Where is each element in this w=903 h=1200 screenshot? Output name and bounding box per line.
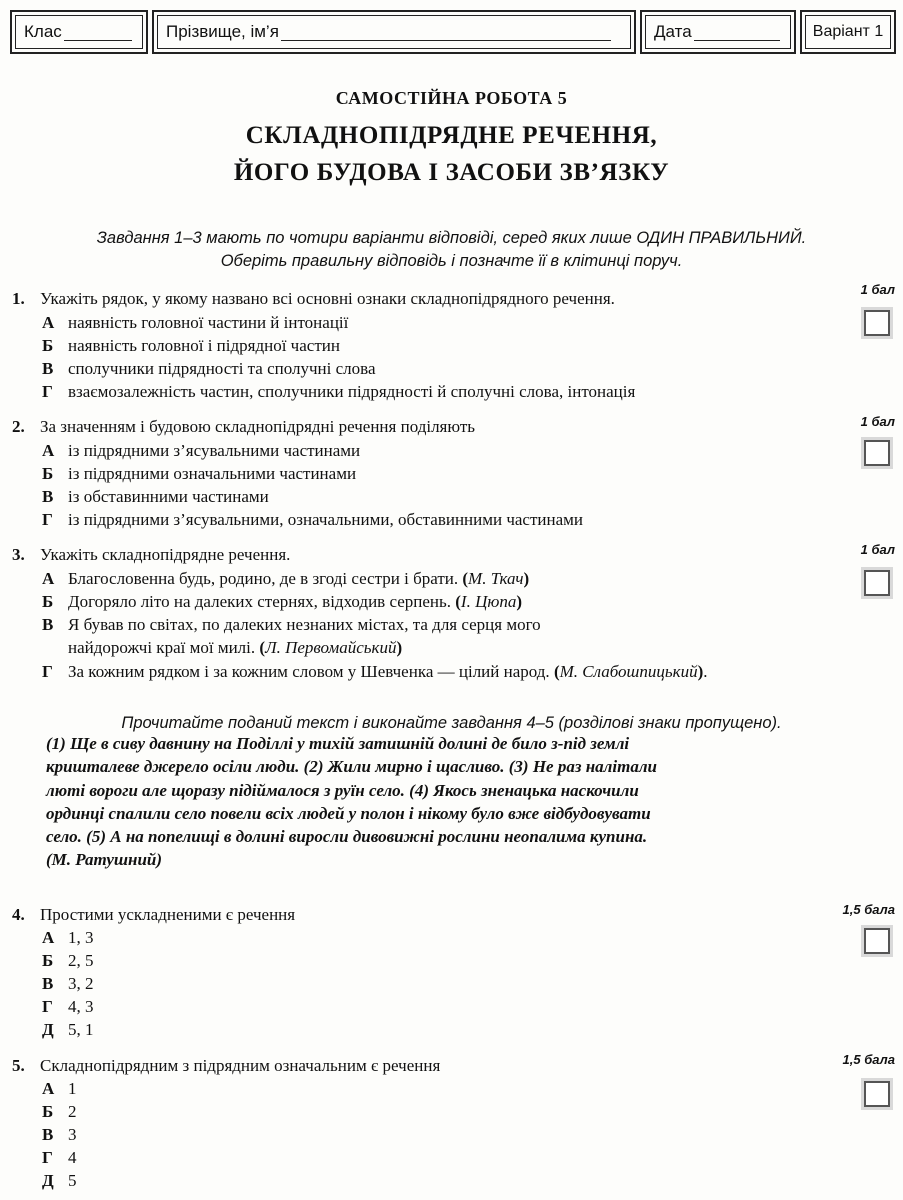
name-field[interactable] xyxy=(281,24,611,41)
question-number: 5. xyxy=(12,1056,25,1075)
class-field[interactable] xyxy=(64,24,132,41)
question-2 xyxy=(12,416,475,439)
option: А 1 xyxy=(42,1079,77,1098)
option: А наявність головної частини й інтонації xyxy=(42,313,349,332)
option: Г взаємозалежність частин, сполучники підрядності й сполучні слова, інтонація xyxy=(42,382,636,401)
option: В 3, 2 xyxy=(42,974,94,993)
date-field[interactable] xyxy=(694,24,780,41)
question-number: 3. xyxy=(12,545,25,564)
option: А 1, 3 xyxy=(42,928,94,947)
question-number: 4. xyxy=(12,905,25,924)
title-line-1: СКЛАДНОПІДРЯДНЕ РЕЧЕННЯ, xyxy=(245,122,658,149)
answer-checkbox-3[interactable] xyxy=(864,570,890,596)
passage-line: (М. Ратушний) xyxy=(46,850,163,870)
passage-line: ординці спалили село повели всіх людей у полон і нікому було вже відбудовувати xyxy=(46,803,651,823)
option: А Благословенна будь, родино, де в згоді сестри і брати. (М. Ткач) xyxy=(42,569,530,588)
option: Г За кожним рядком і за кожним словом у Шевченка — цілий народ. (М. Слабошпицький). xyxy=(42,662,708,681)
instruction-2: Оберіть правильну відповідь і позначте її в клітинці поруч. xyxy=(220,252,683,270)
points-label: 1 бал xyxy=(860,282,895,297)
answer-checkbox-2[interactable] xyxy=(864,440,890,466)
question-text: Складнопідрядним з підрядним означальним є речення xyxy=(40,1056,441,1075)
option: В із обставинними частинами xyxy=(42,487,269,506)
option: В Я бував по світах, по далеких незнаних містах, та для серця мого xyxy=(42,615,541,634)
class-label: Клас xyxy=(24,22,62,41)
question-text: Укажіть рядок, у якому названо всі основні ознаки складнопідрядного речення. xyxy=(40,289,615,308)
reading-passage xyxy=(46,732,866,872)
question-3 xyxy=(12,544,290,567)
question-number: 2. xyxy=(12,417,25,436)
passage-line: кришталеве джерело осіли люди. (2) Жили мирно і щасливо. (3) Не раз налітали xyxy=(46,757,658,777)
points-label: 1,5 бала xyxy=(842,902,895,917)
option: А із підрядними з’ясувальними частинами xyxy=(42,441,361,460)
option: Б Догоряло літо на далеких стернях, відходив серпень. (І. Цюпа) xyxy=(42,592,523,611)
points-label: 1 бал xyxy=(860,414,895,429)
option: Г 4 xyxy=(42,1148,77,1167)
option: Г із підрядними з’ясувальними, означальними, обставинними частинами xyxy=(42,510,584,529)
question-text: Укажіть складнопідрядне речення. xyxy=(40,545,291,564)
instruction-3: Прочитайте поданий текст і виконайте завдання 4–5 (розділові знаки пропущено). xyxy=(121,714,782,732)
class-box xyxy=(10,10,148,54)
work-number: САМОСТІЙНА РОБОТА 5 xyxy=(335,88,568,108)
date-label: Дата xyxy=(654,22,692,41)
passage-line: село. (5) А на попелищі в долині виросли дивовижні рослини неопалима купина. xyxy=(46,827,648,847)
answer-checkbox-1[interactable] xyxy=(864,310,890,336)
question-4 xyxy=(12,904,295,927)
option: В сполучники підрядності та сполучні слова xyxy=(42,359,376,378)
instruction-1: Завдання 1–3 мають по чотири варіанти відповіді, серед яких лише ОДИН ПРАВИЛЬНИЙ. xyxy=(96,229,807,247)
question-5 xyxy=(12,1055,440,1078)
question-number: 1. xyxy=(12,289,25,308)
question-text: За значенням і будовою складнопідрядні речення поділяють xyxy=(40,417,476,436)
answer-checkbox-5[interactable] xyxy=(864,1081,890,1107)
points-label: 1,5 бала xyxy=(842,1052,895,1067)
option: Д 5, 1 xyxy=(42,1020,94,1039)
variant-box xyxy=(800,10,896,54)
passage-line: (1) Ще в сиву давнину на Поділлі у тихій затишній долині де било з-під землі xyxy=(46,734,630,753)
option: Б наявність головної і підрядної частин xyxy=(42,336,340,355)
points-label: 1 бал xyxy=(860,542,895,557)
name-box xyxy=(152,10,636,54)
option: Б 2 xyxy=(42,1102,77,1121)
date-box xyxy=(640,10,796,54)
passage-line: люті вороги але щоразу підіймалося з руїн село. (4) Якось зненацька наскочили xyxy=(46,780,639,800)
question-text: Простими ускладненими є речення xyxy=(40,905,296,924)
name-label: Прізвище, ім’я xyxy=(166,22,279,41)
option: Г 4, 3 xyxy=(42,997,94,1016)
option: Д 5 xyxy=(42,1171,77,1190)
option: Б із підрядними означальними частинами xyxy=(42,464,357,483)
variant-label: Варіант 1 xyxy=(812,23,884,40)
option: В 3 xyxy=(42,1125,77,1144)
title-line-2: ЙОГО БУДОВА І ЗАСОБИ ЗВ’ЯЗКУ xyxy=(233,159,670,186)
option-continued: найдорожчі краї мої милі. (Л. Первомайський) xyxy=(68,638,403,657)
option: Б 2, 5 xyxy=(42,951,94,970)
question-1 xyxy=(12,288,615,311)
answer-checkbox-4[interactable] xyxy=(864,928,890,954)
